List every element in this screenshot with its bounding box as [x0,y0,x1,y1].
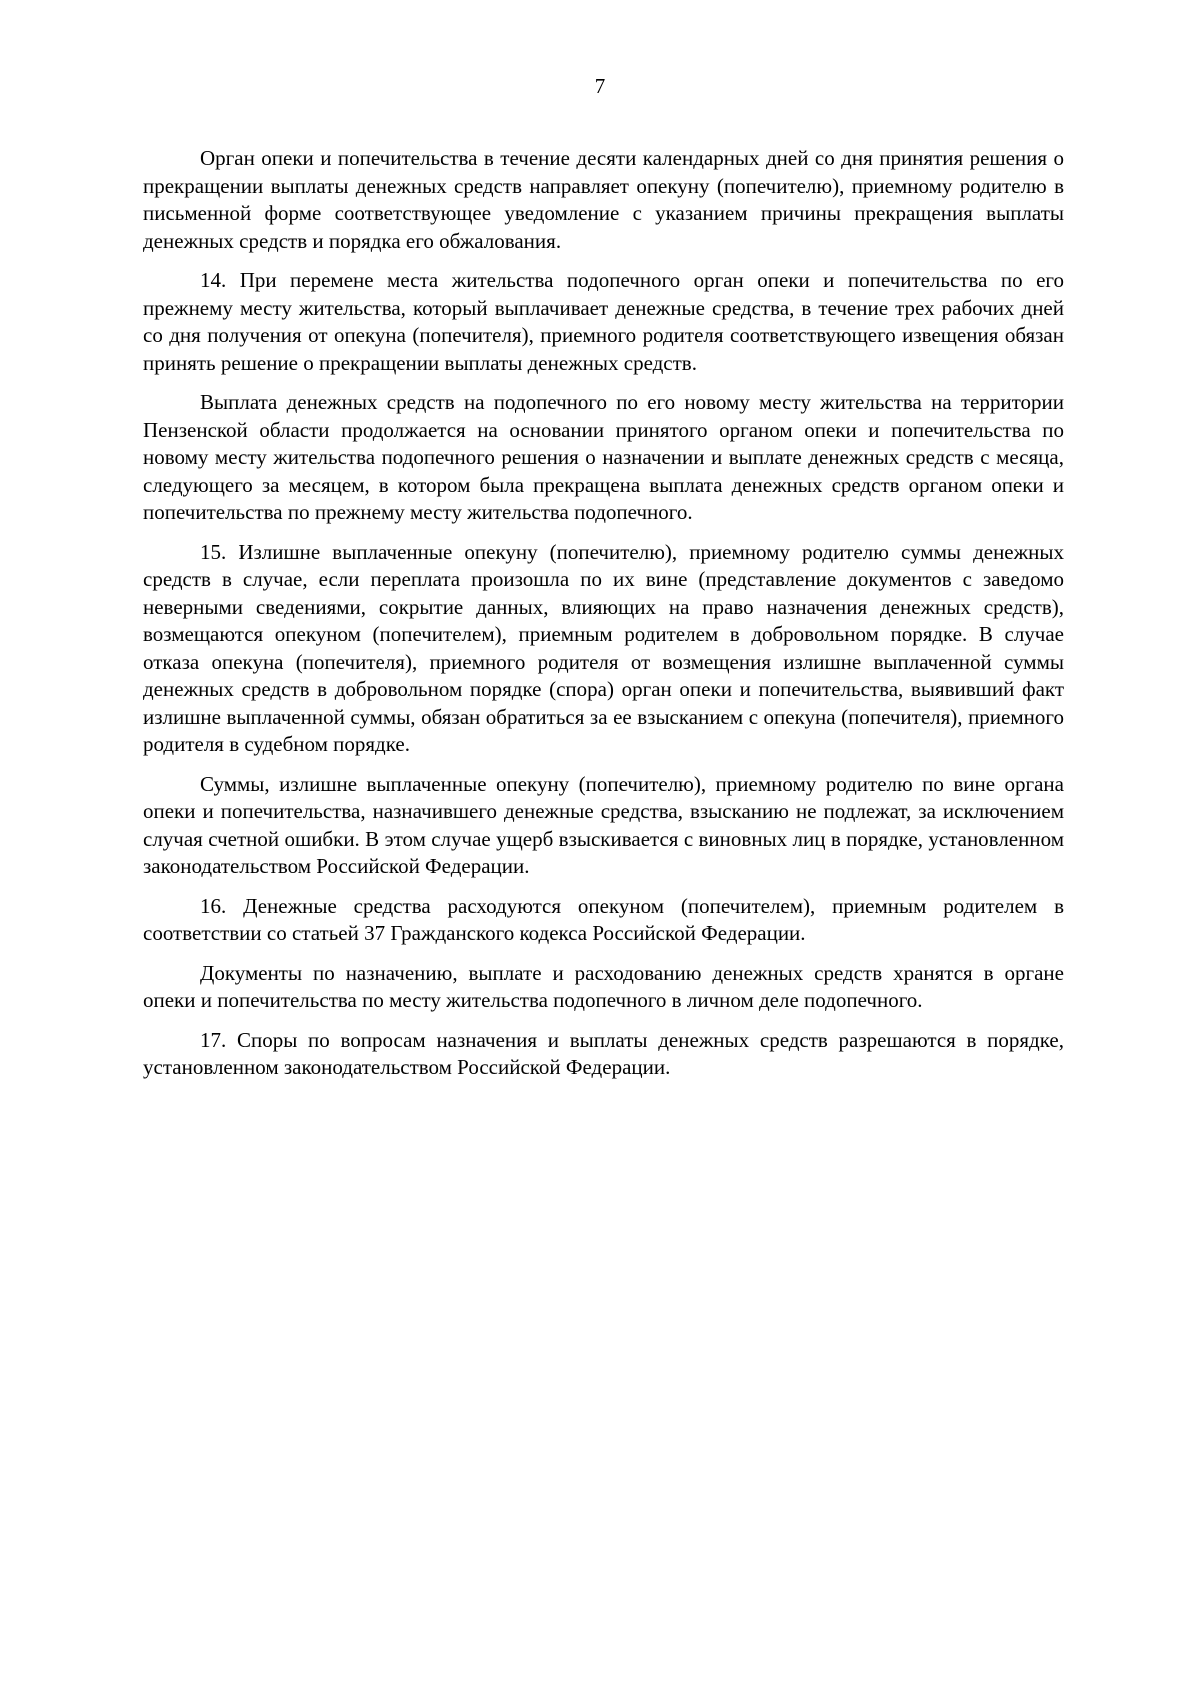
paragraph-item-14: 14. При перемене места жительства подопечного орган опеки и попечительства по его прежнему месту жительства, который выплачивает денежные средства, в течение трех рабочих дней со дня получения от опекуна (попечителя), приемного родителя соответствующего извещения обязан принять решение о прекращении выплаты денежных средств. [143,268,1064,375]
paragraph-item-17: 17. Споры по вопросам назначения и выплаты денежных средств разрешаются в порядке, установленном законодательством Российской Федерации. [143,1027,1064,1079]
paragraph-notification: Орган опеки и попечительства в течение десяти календарных дней со дня принятия решения о прекращении выплаты денежных средств направляет опекуну (попечителю), приемному родителю в письменной форме соответствующее уведомление с указанием причины прекращения выплаты денежных средств и порядка его обжалования. [143,146,1064,253]
paragraph-documents-storage: Документы по назначению, выплате и расходованию денежных средств хранятся в органе опеки и попечительства по месту жительства подопечного в личном деле подопечного. [143,960,1064,1012]
paragraph-item-16: 16. Денежные средства расходуются опекуном (попечителем), приемным родителем в соответствии со статьей 37 Гражданского кодекса Российской Федерации. [143,893,1064,945]
paragraph-overpayment-by-agency: Суммы, излишне выплаченные опекуну (попечителю), приемному родителю по вине органа опеки и попечительства, назначившего денежные средства, взысканию не подлежат, за исключением случая счетной ошибки. В этом случае ущерб взыскивается с виновных лиц в порядке, установленном законодательством Российской Федерации. [143,771,1064,878]
document-body [143,145,1064,1094]
paragraph-item-15: 15. Излишне выплаченные опекуну (попечителю), приемному родителю суммы денежных средств в случае, если переплата произошла по их вине (представление документов с заведомо неверными сведениями, сокрытие данных, влияющих на право назначения денежных средств), возмещаются опекуном (попечителем), приемным родителем в добровольном порядке. В случае отказа опекуна (попечителя), приемного родителя от возмещения излишне выплаченной суммы денежных средств в добровольном порядке (спора) орган опеки и попечительства, выявивший факт излишне выплаченной суммы, обязан обратиться за ее взысканием с опекуна (попечителя), приемного родителя в судебном порядке. [143,539,1064,756]
paragraph-new-residence-payment: Выплата денежных средств на подопечного по его новому месту жительства на территории Пензенской области продолжается на основании принятого органом опеки и попечительства по новому месту жительства подопечного решения о назначении и выплате денежных средств с месяца, следующего за месяцем, в котором была прекращена выплата денежных средств органом опеки и попечительства по прежнему месту жительства подопечного. [143,390,1064,524]
page-number: 7 [594,74,606,98]
